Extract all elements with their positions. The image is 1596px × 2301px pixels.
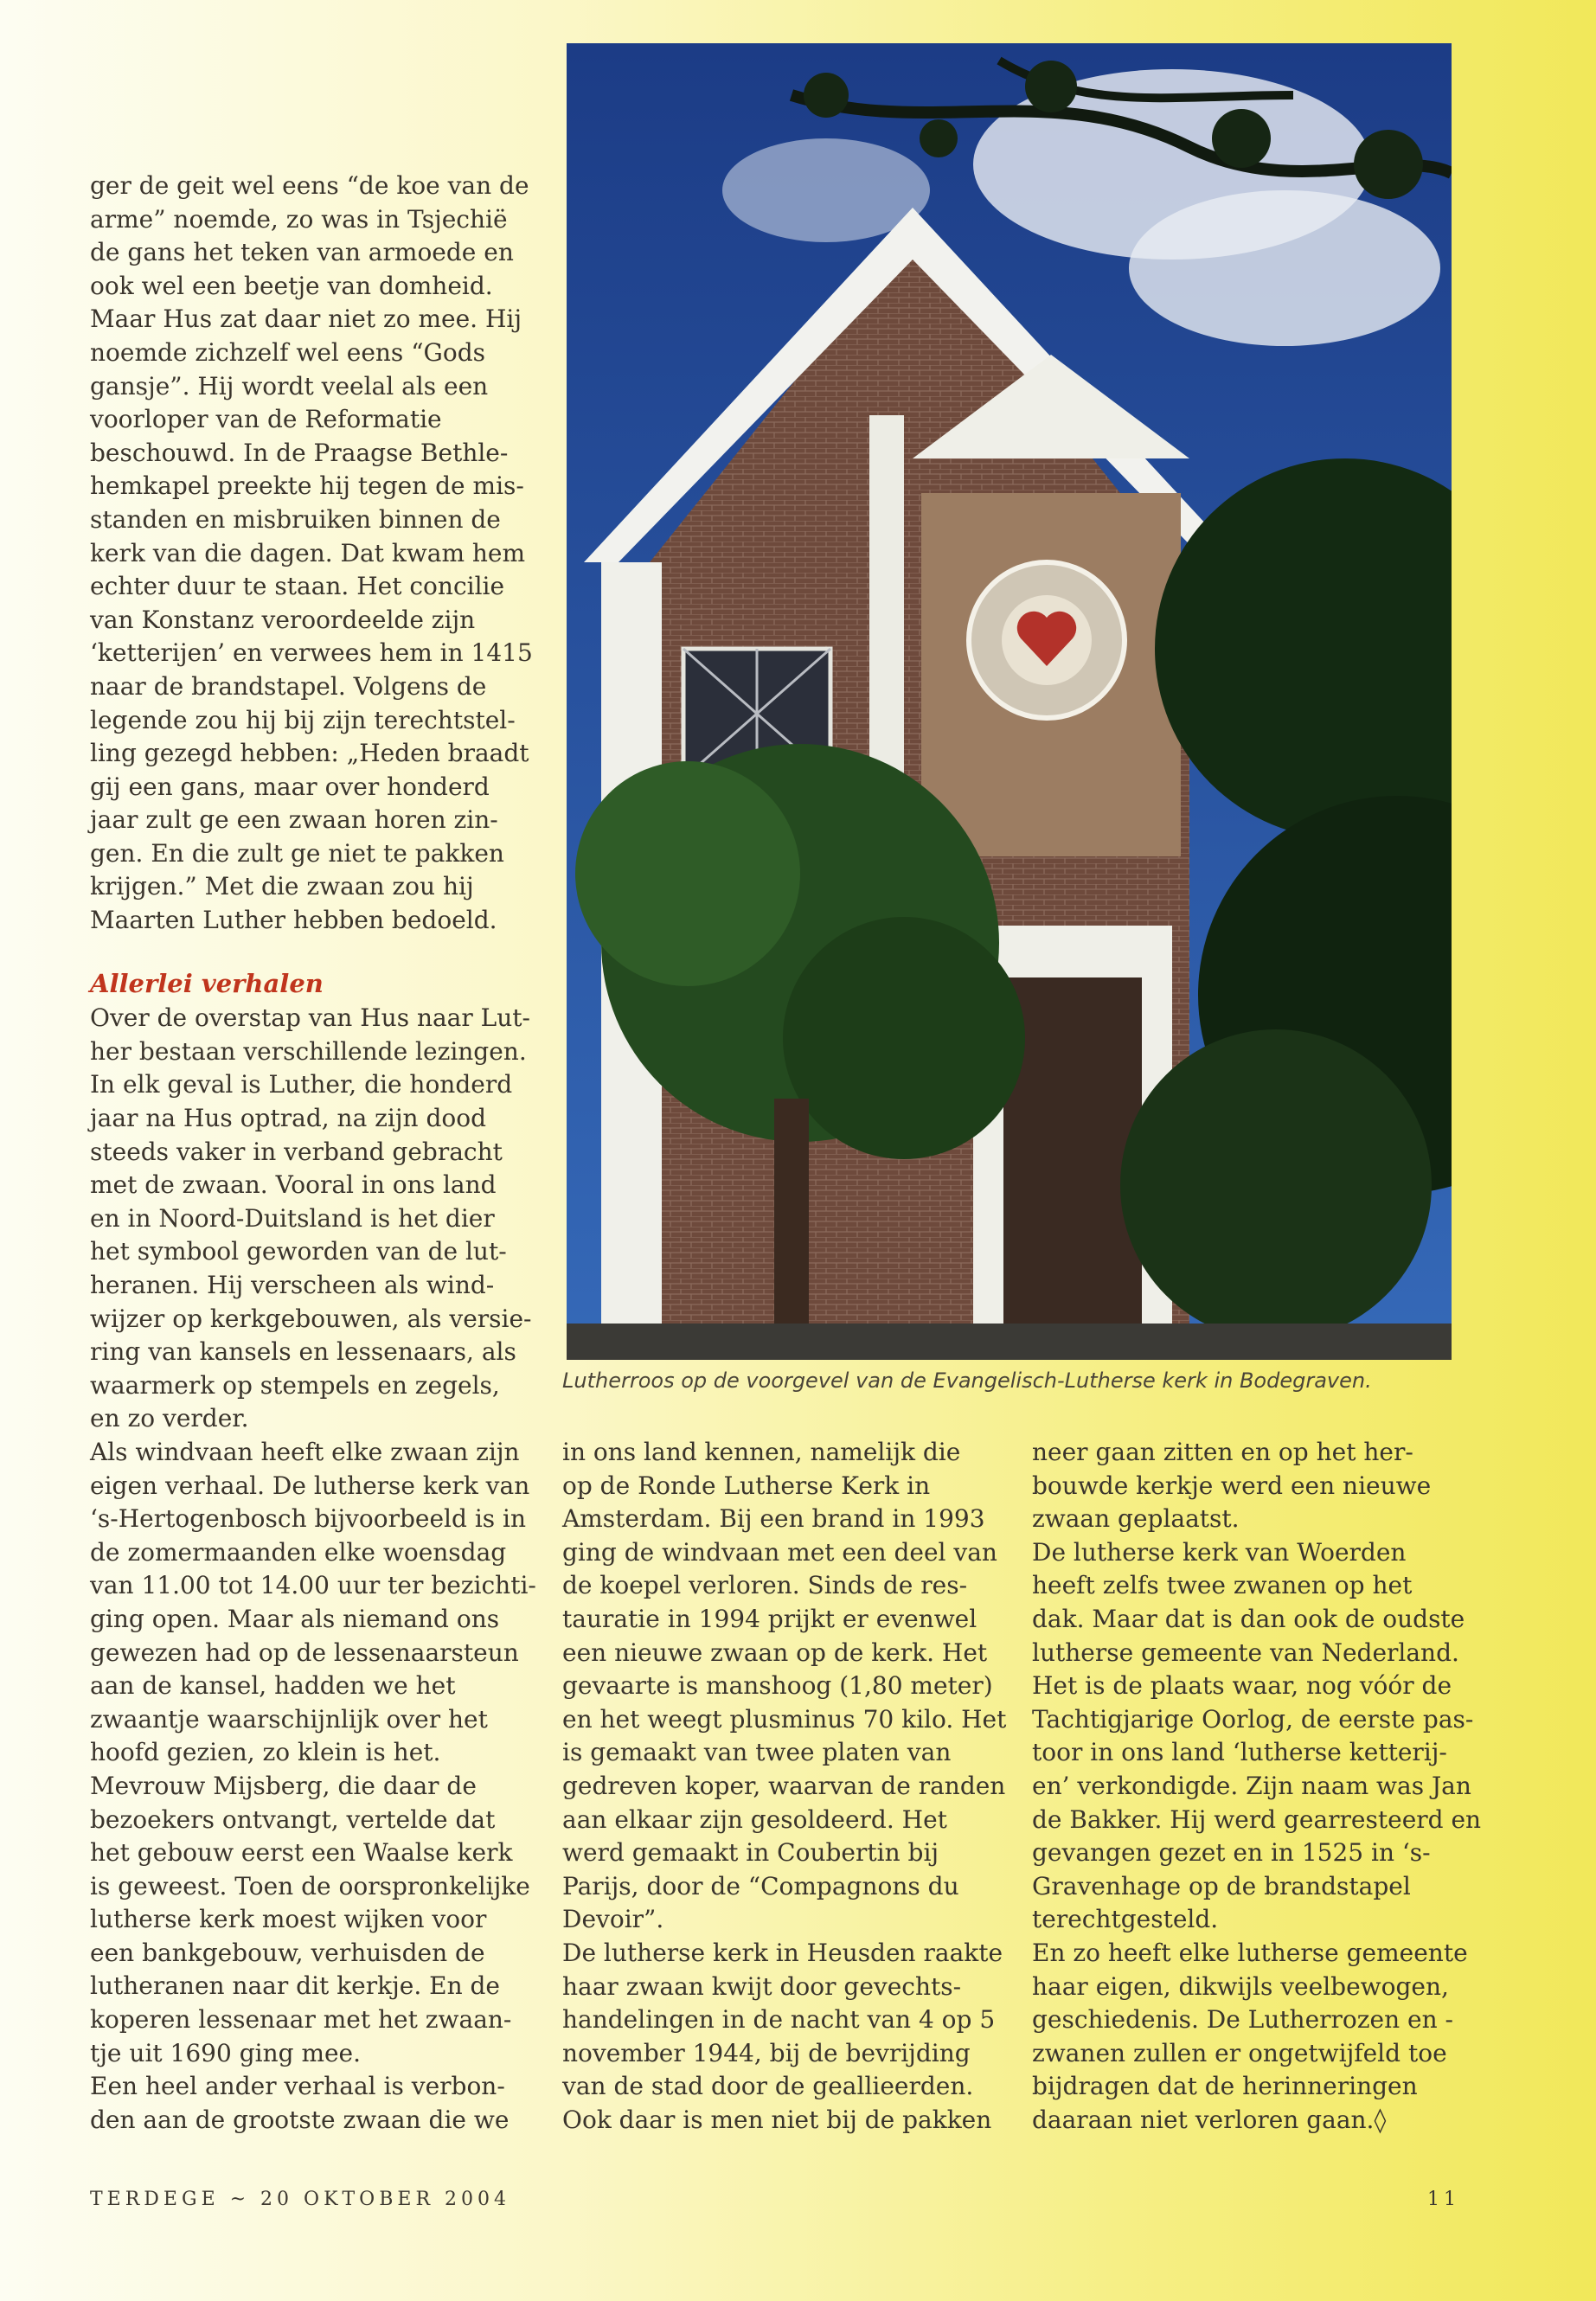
article-paragraph: Over de overstap van Hus naar Lut- her bestaan verschillende lezingen. In elk geval is Luther, die honderd jaar na Hus optrad, na zijn dood steeds vaker in verband gebracht met de zwaan. Vooral in ons land en in Noord-Duitsland is het dier het symbool geworden van de lut- heranen. Hij verscheen als wind- wijzer op kerkgebouwen, als versie- ring van kansels en lessenaars, als waarmerk op stempels en zegels, en zo verder. Als windvaan heeft elke zwaan zijn eigen verhaal. De lutherse kerk van ‘s-Hertogenbosch bijvoorbeeld is in de zomermaanden elke woensdag van 11.00 tot 14.00 uur ter bezichti- ging open. Maar als niemand ons gewezen had op de lessenaarsteun aan de kansel, hadden we het zwaantje waarschijnlijk over het hoofd gezien, zo klein is het. Mevrouw Mijsberg, die daar de bezoekers ontvangt, vertelde dat het gebouw eerst een Waalse kerk is geweest. Toen de oorspronkelijke lutherse kerk moest wijken voor een bankgebouw, verhuisden de lutheranen naar dit kerkje. En de koperen lessenaar met het zwaan- tje uit 1690 ging mee. Een heel ander verhaal is verbon- den aan de grootste zwaan die we xyxy=(90,1003,536,2134)
article-column-2 xyxy=(562,1436,1012,2137)
article-column-1 xyxy=(90,170,540,2137)
article-paragraph: in ons land kennen, namelijk die op de Ronde Lutherse Kerk in Amsterdam. Bij een brand in 1993 ging de windvaan met een deel van de koepel verloren. Sinds de res- tauratie in 1994 prijkt er evenwel een nieuwe zwaan op de kerk. Het gevaarte is manshoog (1,80 meter) en het weegt plusminus 70 kilo. Het is gemaakt van twee platen van gedreven koper, waarvan de randen aan elkaar zijn gesoldeerd. Het werd gemaakt in Coubertin bij Parijs, door de “Compagnons du Devoir”. De lutherse kerk in Heusden raakte haar zwaan kwijt door gevechts- handelingen in de nacht van 4 op 5 november 1944, bij de bevrijding van de stad door de geallieerden. Ook daar is men niet bij de pakken xyxy=(562,1438,1007,2134)
article-paragraph: ger de geit wel eens “de koe van de arme” noemde, zo was in Tsjechië de gans het teken van armoede en ook wel een beetje van domheid. Maar Hus zat daar niet zo mee. Hij noemde zichzelf wel eens “Gods gansje”. Hij wordt veelal als een voorloper van de Reformatie beschouwd. In de Praagse Bethle- hemkapel preekte hij tegen de mis- standen en misbruiken binnen de kerk van die dagen. Dat kwam hem echter duur te staan. Het concilie van Konstanz veroordeelde zijn ‘ketterijen’ en verwees hem in 1415 naar de brandstapel. Volgens de legende zou hij bij zijn terechtstel- ling gezegd hebben: „Heden braadt gij een gans, maar over honderd jaar zult ge een zwaan horen zin- gen. En die zult ge niet te pakken krijgen.” Met die zwaan zou hij Maarten Luther hebben bedoeld. xyxy=(90,171,533,935)
page-number: 11 xyxy=(1427,2189,1460,2210)
photo-caption: Lutherroos op de voorgevel van de Evangelisch-Lutherse kerk in Bodegraven. xyxy=(562,1368,1372,1393)
article-paragraph: neer gaan zitten en op het her- bouwde kerkje werd een nieuwe zwaan geplaatst. De lutherse kerk van Woerden heeft zelfs twee zwanen op het dak. Maar dat is dan ook de oudste lutherse gemeente van Nederland. Het is de plaats waar, nog vóór de Tachtigjarige Oorlog, de eerste pas- toor in ons land ‘lutherse ketterij- en’ verkondigde. Zijn naam was Jan de Bakker. Hij werd gearresteerd en gevangen gezet en in 1525 in ‘s- Gravenhage op de brandstapel terechtgesteld. En zo heeft elke lutherse gemeente haar eigen, dikwijls veelbewogen, geschiedenis. De Lutherrozen en - zwanen zullen er ongetwijfeld toe bijdragen dat de herinneringen daaraan niet verloren gaan.◊ xyxy=(1032,1438,1482,2134)
church-photo xyxy=(567,43,1452,1360)
section-heading: Allerlei verhalen xyxy=(90,968,324,998)
publication-footer: TERDEGE ~ 20 OKTOBER 2004 xyxy=(90,2189,510,2210)
article-column-3 xyxy=(1032,1436,1482,2137)
